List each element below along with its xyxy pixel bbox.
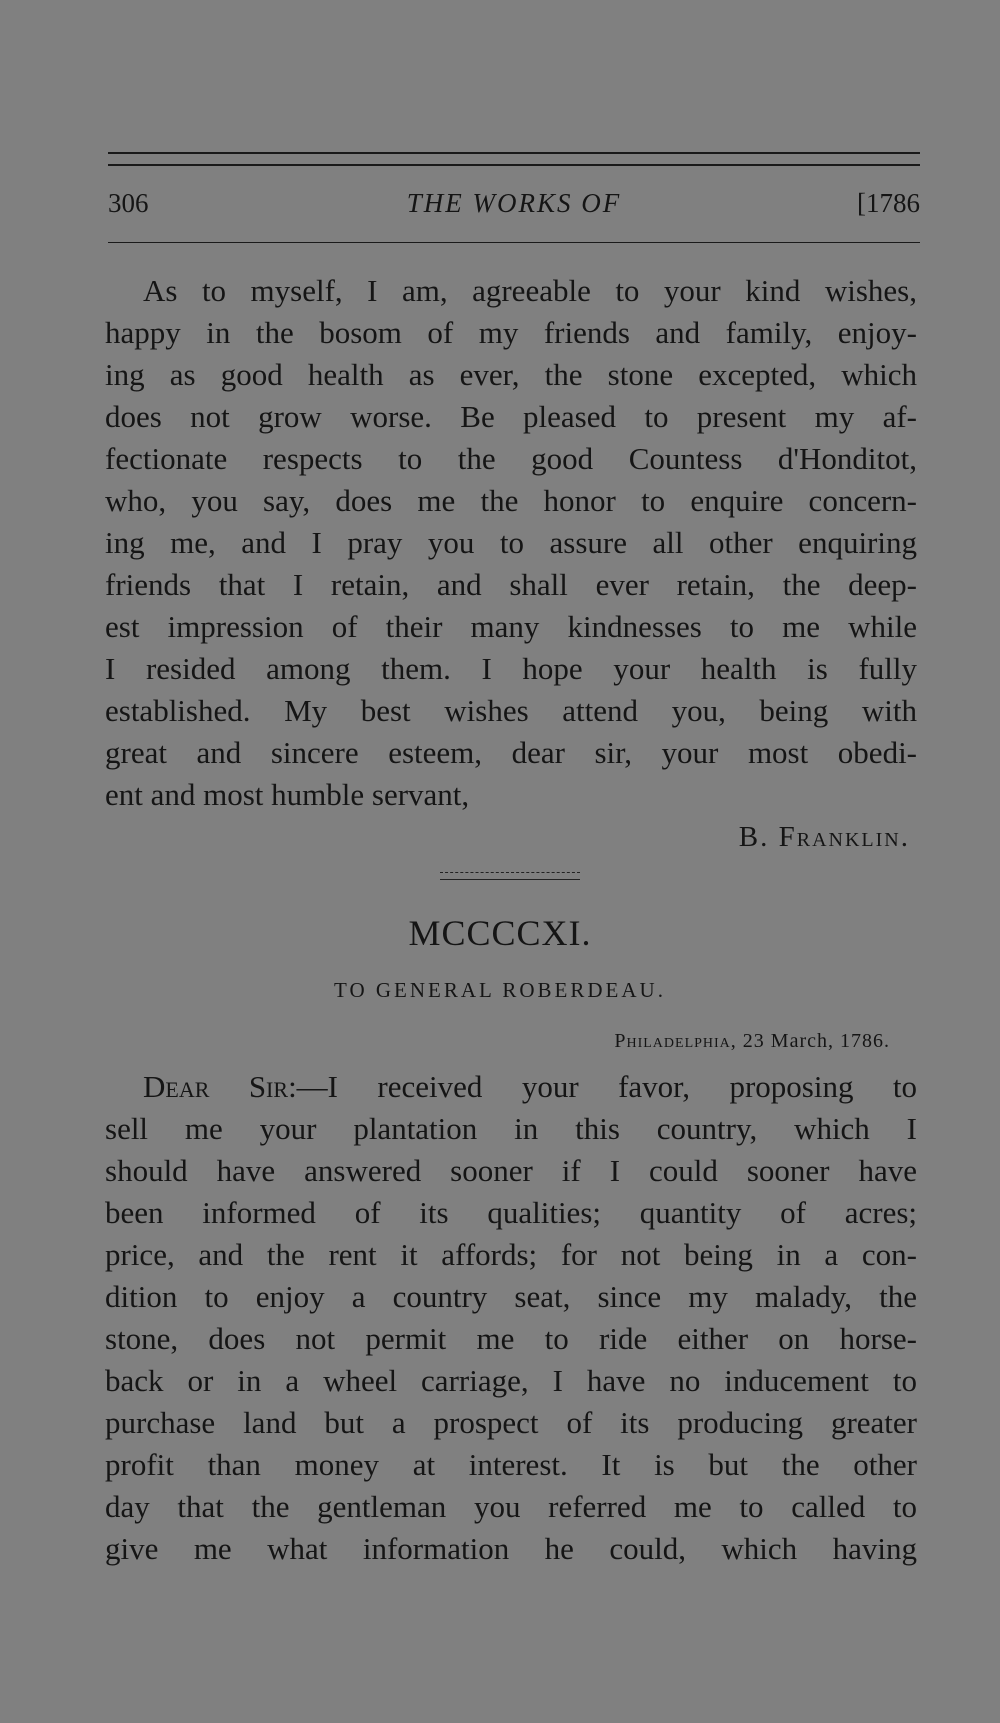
text-line: give me what information he could, which having: [105, 1531, 917, 1566]
text-line: been informed of its qualities; quantity of acres;: [105, 1195, 917, 1230]
header-year: [1786: [857, 188, 920, 218]
text-line: ent and most humble servant,: [105, 777, 470, 812]
letter2-body: [105, 1066, 917, 1570]
text-line: ing as good health as ever, the stone excepted, which: [105, 357, 917, 392]
dateline-date: 23 March, 1786.: [742, 1030, 890, 1052]
text-line: great and sincere esteem, dear sir, your most obedi-: [105, 735, 917, 770]
text-line-first: [105, 1066, 917, 1108]
text-line: friends that I retain, and shall ever retain, the deep-: [105, 567, 917, 602]
text-line: fectionate respects to the good Countess d'Honditot,: [105, 441, 917, 476]
text-line: profit than money at interest. It is but the other: [105, 1447, 917, 1482]
text-line: price, and the rent it affords; for not being in a con-: [105, 1237, 917, 1272]
text-line: should have answered sooner if I could sooner have: [105, 1153, 917, 1188]
running-header: [108, 188, 920, 228]
text-line: established. My best wishes attend you, being with: [105, 693, 917, 728]
header-rule-top: [108, 152, 920, 154]
text-line: dition to enjoy a country seat, since my malady, the: [105, 1279, 917, 1314]
page-number: 306: [108, 188, 149, 218]
text-line: happy in the bosom of my friends and family, enjoy-: [105, 315, 917, 350]
header-rule-second: [108, 164, 920, 166]
header-underline: [108, 242, 920, 243]
text-line: ing me, and I pray you to assure all other enquiring: [105, 525, 917, 560]
text-line: As to myself, I am, agreeable to your kind wishes,: [143, 273, 917, 308]
running-title: THE WORKS OF: [406, 188, 622, 218]
letter1-body: [105, 270, 917, 816]
opening-text: :—I received your favor, proposing to: [288, 1069, 917, 1104]
text-line: stone, does not permit me to ride either on horse-: [105, 1321, 917, 1356]
section-divider-ornament: [440, 872, 580, 880]
text-line: does not grow worse. Be pleased to present my af-: [105, 399, 917, 434]
dateline: [614, 1030, 890, 1053]
text-line: day that the gentleman you referred me to called to: [105, 1489, 917, 1524]
text-line: who, you say, does me the honor to enquire concern-: [105, 483, 917, 518]
text-line: back or in a wheel carriage, I have no inducement to: [105, 1363, 917, 1398]
dateline-place: Philadelphia,: [614, 1030, 737, 1052]
letter-number: MCCCCXI.: [408, 913, 592, 953]
signature: B. Franklin.: [738, 821, 910, 853]
text-line: est impression of their many kindnesses to me while: [105, 609, 917, 644]
letter-recipient: TO GENERAL ROBERDEAU.: [334, 978, 666, 1002]
salutation: Dear Sir: [143, 1069, 289, 1104]
text-line: sell me your plantation in this country, which I: [105, 1111, 917, 1146]
text-line: I resided among them. I hope your health is fully: [105, 651, 917, 686]
text-line: purchase land but a prospect of its producing greater: [105, 1405, 917, 1440]
